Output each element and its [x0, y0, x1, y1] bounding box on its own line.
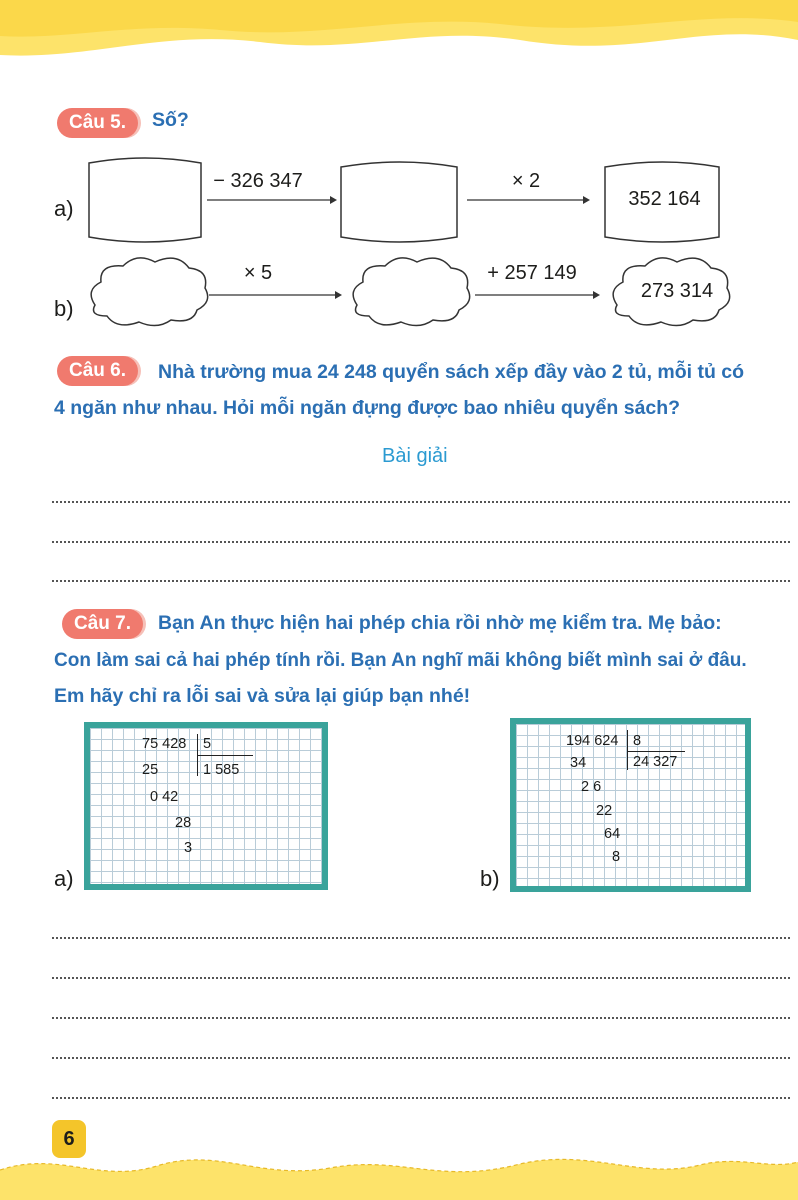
q5b-op1: × 5 — [243, 262, 273, 284]
q5b-result: 273 314 — [640, 280, 714, 302]
question-6-line1: Nhà trường mua 24 248 quyển sách xếp đầy vào 2 tủ, mỗi tủ có — [158, 361, 745, 383]
answer-line[interactable] — [52, 1057, 790, 1059]
q7a-step: 28 — [175, 815, 192, 831]
question-5-text: Số? — [152, 109, 189, 131]
question-7-badge-text: Câu 7. — [74, 613, 132, 634]
q7b-label: b) — [480, 866, 500, 891]
q7a-step: 0 42 — [150, 789, 179, 805]
q7a-dividend: 75 428 — [142, 736, 187, 752]
question-7-line3: Em hãy chỉ ra lỗi sai và sửa lại giúp bạn nhé! — [54, 685, 471, 707]
q7a-quotient-line — [197, 755, 253, 756]
q7b-step: 34 — [570, 755, 587, 771]
page-number: 6 — [52, 1120, 86, 1158]
question-7-line1: Bạn An thực hiện hai phép chia rồi nhờ mẹ kiểm tra. Mẹ bảo: — [158, 612, 722, 634]
q5a-op2: × 2 — [511, 170, 541, 192]
answer-line[interactable] — [52, 580, 790, 582]
answer-line[interactable] — [52, 937, 790, 939]
q7b-quotient: 24 327 — [633, 754, 678, 770]
q7b-division-bar — [627, 730, 628, 770]
q7a-label: a) — [54, 866, 74, 891]
q7a-step: 3 — [184, 840, 193, 856]
q5b-op2: + 257 149 — [487, 262, 577, 284]
question-6-line2: 4 ngăn như nhau. Hỏi mỗi ngăn đựng được bao nhiêu quyển sách? — [54, 397, 681, 419]
q7a-divisor: 5 — [203, 736, 212, 752]
q7b-grid — [510, 718, 751, 892]
question-6-badge-text: Câu 6. — [69, 360, 127, 381]
q7b-divisor: 8 — [633, 733, 642, 749]
q7b-dividend: 194 624 — [566, 733, 619, 749]
q7b-step: 22 — [596, 803, 613, 819]
q7a-quotient: 1 585 — [203, 762, 240, 778]
q5a-result: 352 164 — [628, 188, 701, 210]
q7a-step: 25 — [142, 762, 159, 778]
question-5-badge — [57, 108, 138, 138]
q5b-label: b) — [54, 296, 74, 321]
q7b-quotient-line — [627, 751, 685, 752]
answer-line[interactable] — [52, 1097, 790, 1099]
question-7-badge — [62, 609, 143, 639]
header-decoration — [0, 0, 798, 80]
footer-decoration — [0, 1140, 798, 1200]
answer-line[interactable] — [52, 541, 790, 543]
solution-title: Bài giải — [382, 445, 448, 467]
q5a-label: a) — [54, 196, 74, 221]
answer-line[interactable] — [52, 501, 790, 503]
answer-line[interactable] — [52, 977, 790, 979]
q7b-step: 8 — [612, 849, 621, 865]
q7b-step: 2 6 — [581, 779, 602, 795]
question-5-badge-text: Câu 5. — [69, 112, 127, 133]
q5a-op1: − 326 347 — [213, 170, 303, 192]
question-7-line2: Con làm sai cả hai phép tính rồi. Bạn An nghĩ mãi không biết mình sai ở đâu. — [54, 650, 747, 671]
question-6-badge — [57, 356, 138, 386]
q7b-step: 64 — [604, 826, 621, 842]
answer-line[interactable] — [52, 1017, 790, 1019]
